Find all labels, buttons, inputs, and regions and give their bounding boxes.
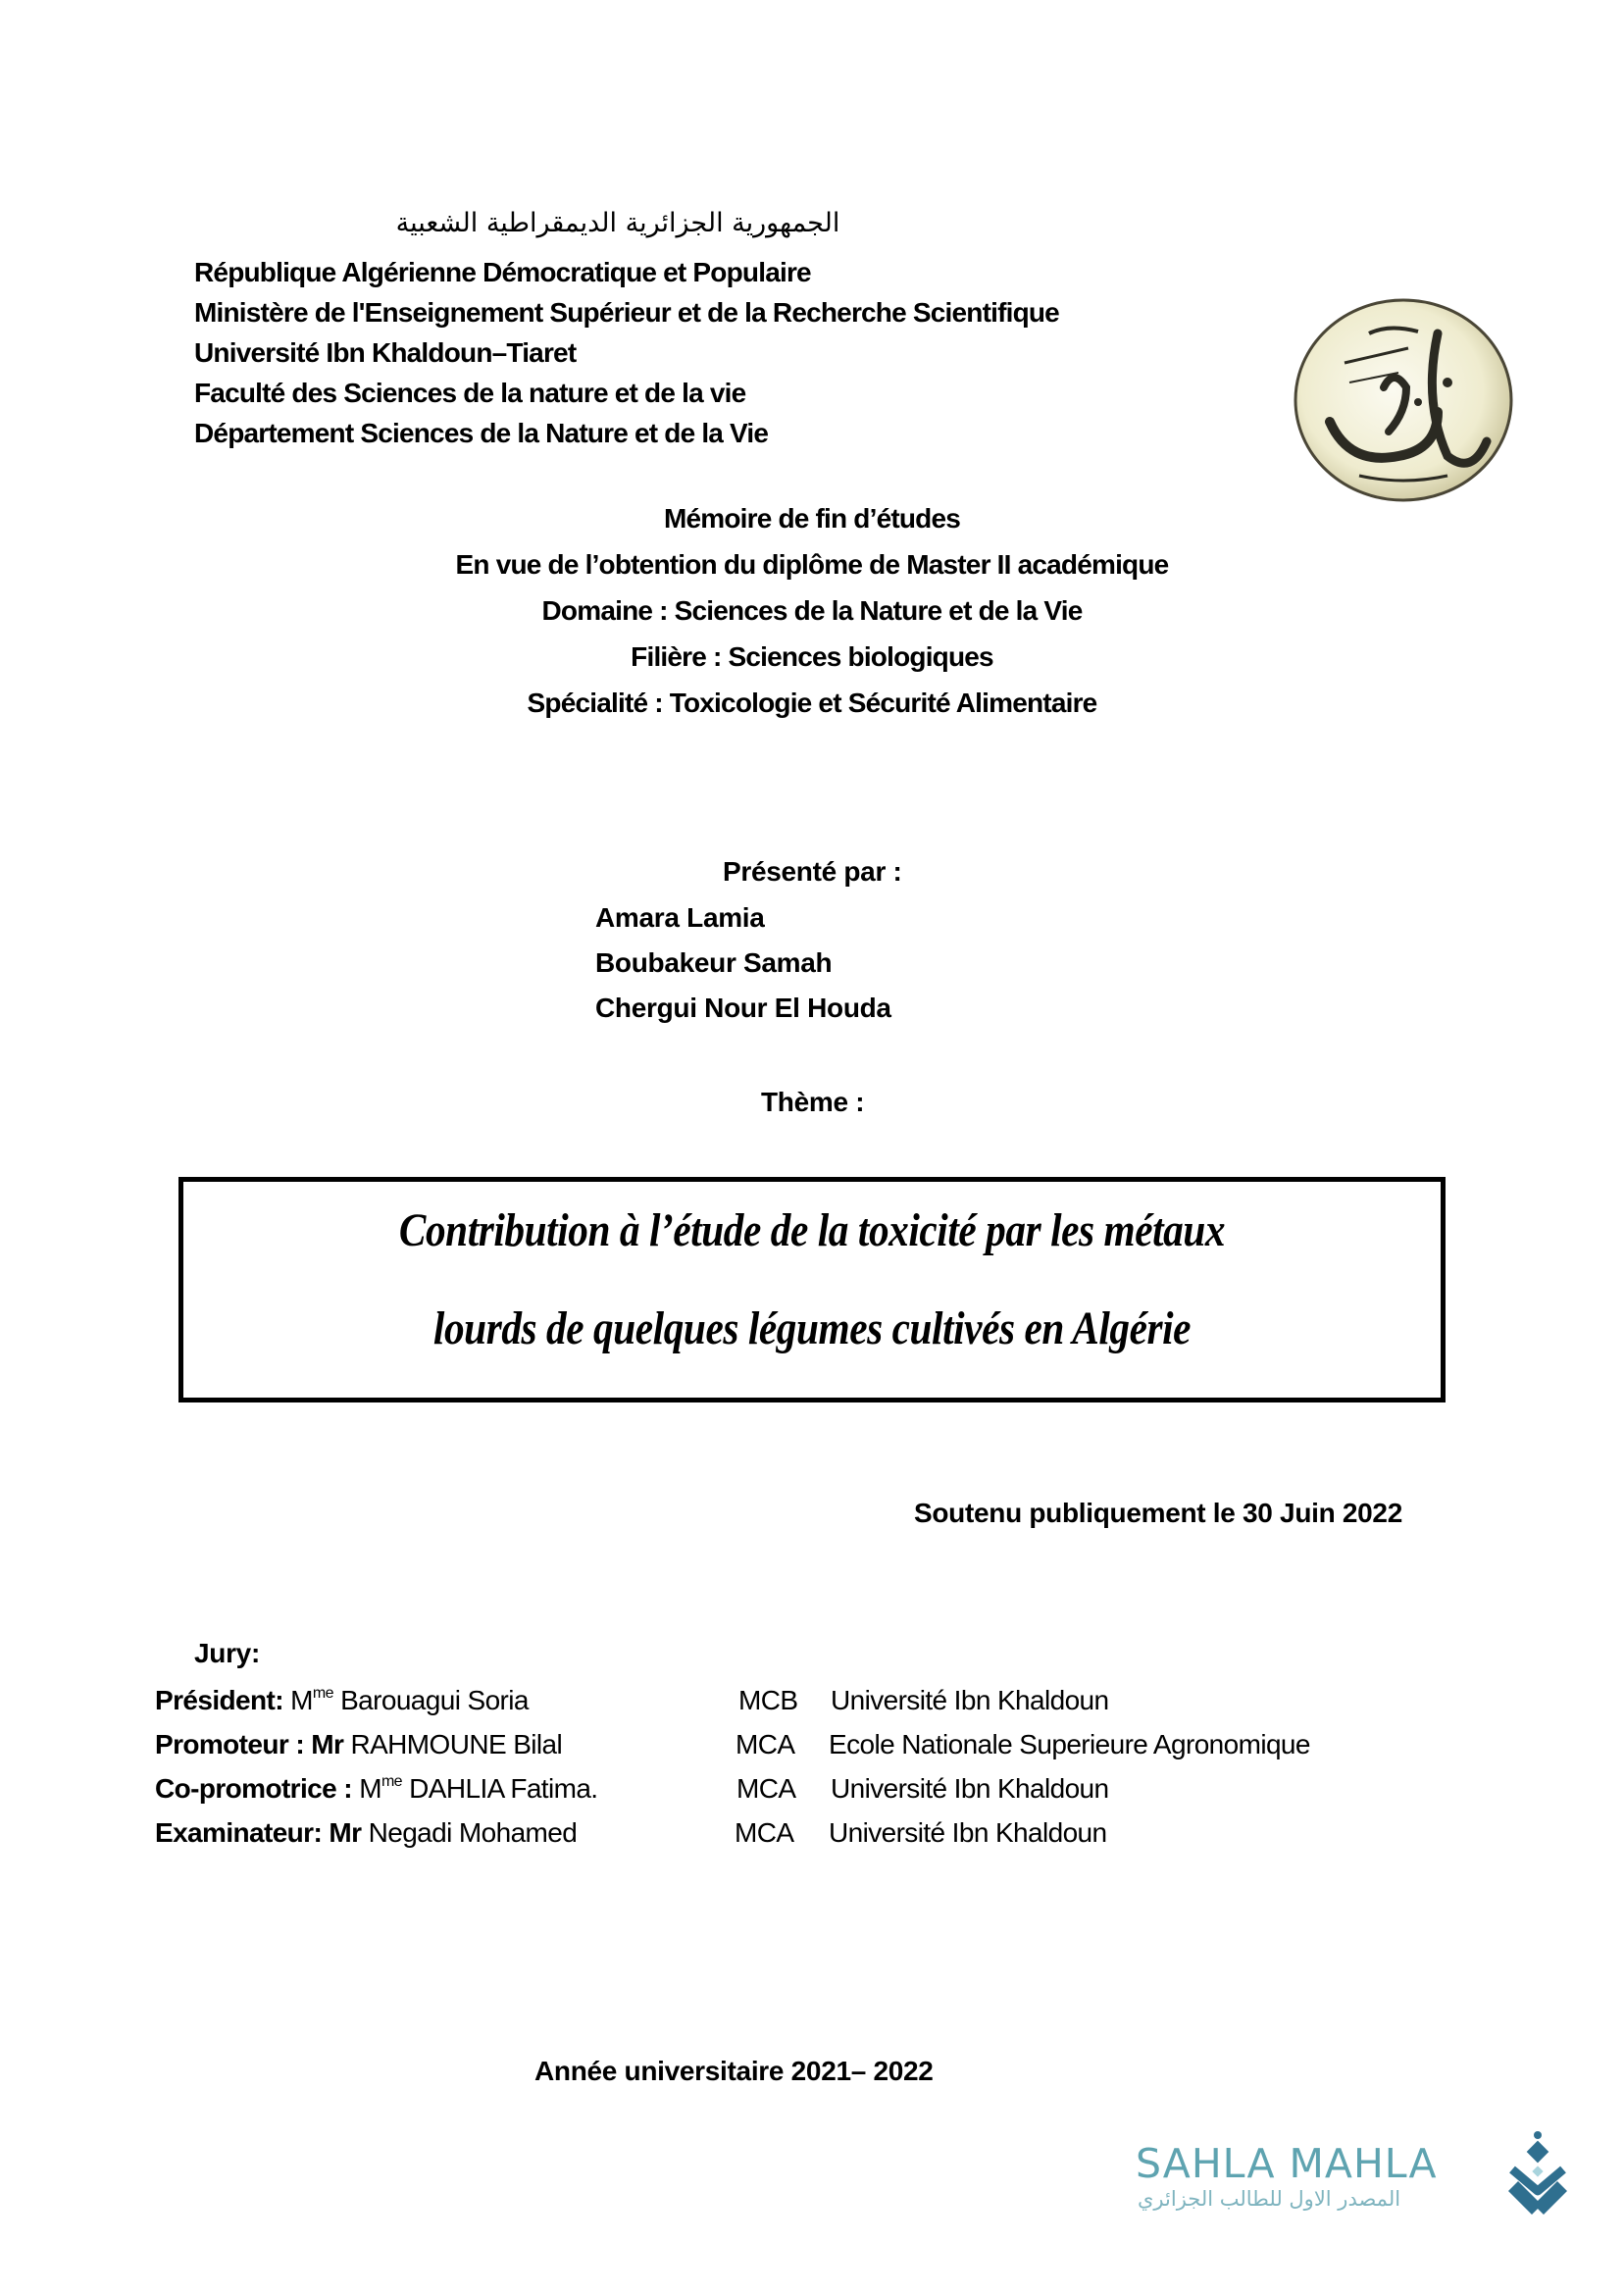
jury-title: Mr (329, 1817, 362, 1848)
author-2: Boubakeur Samah (595, 947, 833, 978)
sahla-mahla-brand: SAHLA MAHLA (1136, 2140, 1438, 2187)
jury-grade: MCA (736, 1729, 795, 1759)
header-republic: République Algérienne Démocratique et Populaire (194, 257, 811, 287)
thesis-field: Filière : Sciences biologiques (631, 641, 993, 672)
jury-title: $M^{me}$ (290, 1685, 333, 1715)
sahla-mahla-logo-icon (1502, 2130, 1573, 2220)
theme-label: Thème : (761, 1087, 865, 1117)
jury-name: DAHLIA Fatima. (409, 1773, 598, 1804)
defense-date: Soutenu publiquement le 30 Juin 2022 (914, 1498, 1402, 1528)
thesis-degree: En vue de l’obtention du diplôme de Master II académique (455, 549, 1169, 580)
jury-title: $M^{me}$ (359, 1773, 402, 1804)
header-faculty: Faculté des Sciences de la nature et de la vie (194, 378, 746, 408)
header-ministry: Ministère de l'Enseignement Supérieur et de la Recherche Scientifique (194, 297, 1059, 328)
header-department: Département Sciences de la Nature et de la Vie (194, 418, 769, 448)
jury-name: RAHMOUNE Bilal (350, 1729, 563, 1759)
thesis-domain: Domaine : Sciences de la Nature et de la Vie (541, 595, 1083, 626)
jury-institution: Université Ibn Khaldoun (831, 1773, 1109, 1804)
university-seal-icon (1291, 294, 1516, 505)
jury-role: Président: (155, 1685, 283, 1715)
jury-grade: MCA (736, 1773, 796, 1804)
academic-year: Année universitaire 2021– 2022 (534, 2056, 934, 2086)
jury-name: Negadi Mohamed (368, 1817, 578, 1848)
thesis-title-line-1: Contribution à l’étude de la toxicité par les métaux (398, 1204, 1226, 1256)
jury-institution: Ecole Nationale Superieure Agronomique (829, 1729, 1310, 1759)
thesis-type: Mémoire de fin d’études (663, 503, 961, 534)
jury-name: Barouagui Soria (340, 1685, 529, 1715)
sahla-mahla-tagline: المصدر الاول للطالب الجزائري (1138, 2187, 1401, 2211)
jury-grade: MCA (735, 1817, 794, 1848)
jury-role: Co-promotrice : (155, 1773, 353, 1804)
jury-grade: MCB (738, 1685, 798, 1715)
thesis-title-line-2: lourds de quelques légumes cultivés en Algérie (432, 1302, 1192, 1354)
author-1: Amara Lamia (595, 902, 765, 933)
jury-label: Jury: (194, 1638, 260, 1668)
arabic-republic-title: الجمهورية الجزائرية الديمقراطية الشعبية (395, 208, 840, 238)
thesis-specialty: Spécialité : Toxicologie et Sécurité Alimentaire (527, 688, 1097, 718)
author-3: Chergui Nour El Houda (595, 993, 891, 1023)
jury-institution: Université Ibn Khaldoun (831, 1685, 1109, 1715)
jury-role: Examinateur: (155, 1817, 323, 1848)
header-university: Université Ibn Khaldoun–Tiaret (194, 337, 577, 368)
thesis-title-box (178, 1177, 1446, 1402)
jury-role: Promoteur : (155, 1729, 305, 1759)
jury-institution: Université Ibn Khaldoun (829, 1817, 1107, 1848)
jury-title: Mr (311, 1729, 344, 1759)
presented-by-label: Présenté par : (723, 856, 902, 887)
